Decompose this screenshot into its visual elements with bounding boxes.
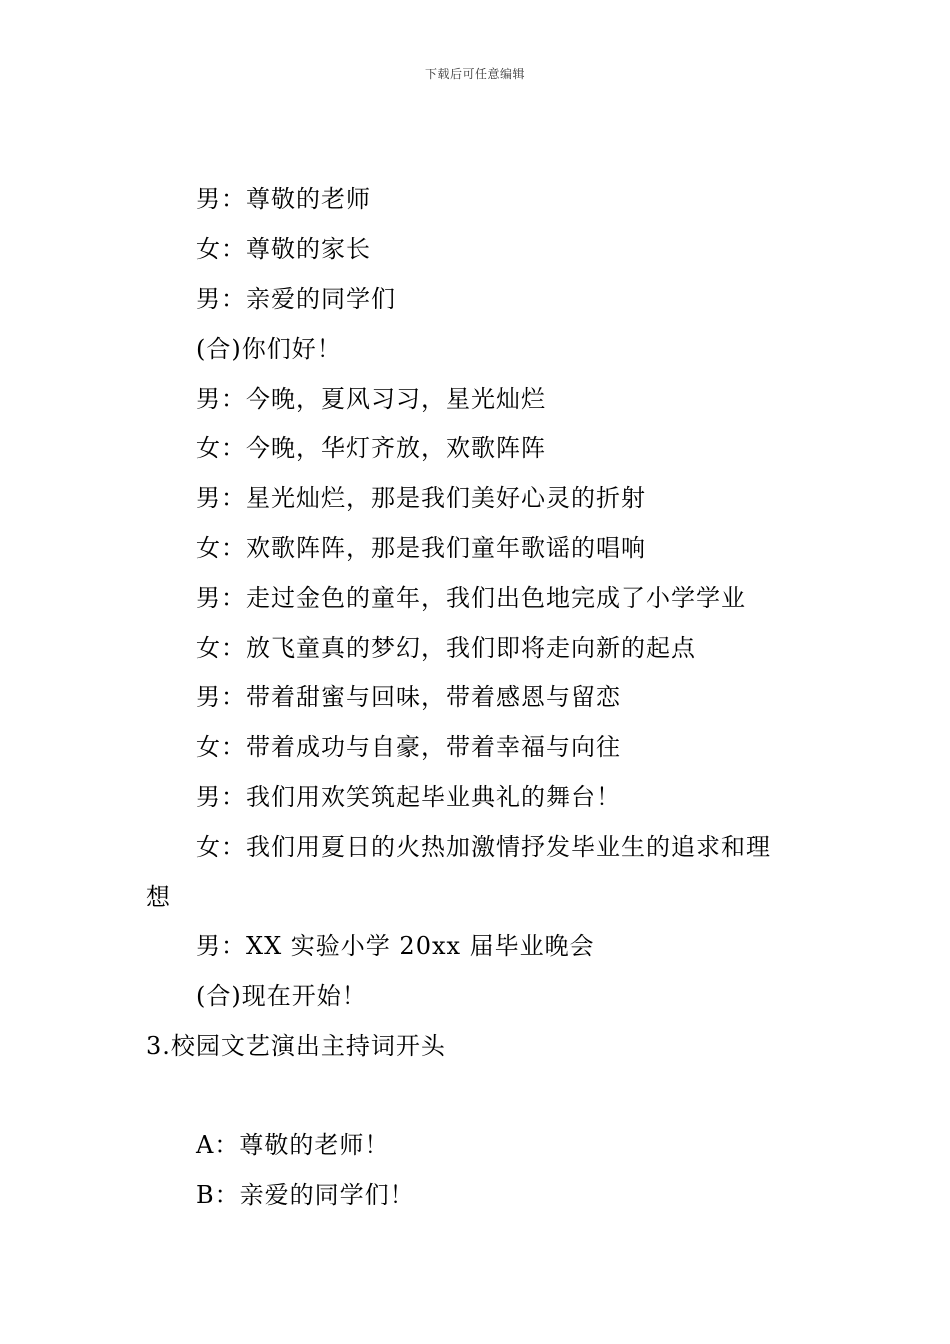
- script-line: (合)你们好！: [196, 335, 342, 363]
- script-line: 男：走过金色的童年，我们出色地完成了小学学业: [196, 584, 746, 612]
- script-line: (合)现在开始！: [196, 982, 367, 1010]
- script-line: 男：带着甜蜜与回味，带着感恩与留恋: [196, 683, 621, 711]
- section-heading: 3.校园文艺演出主持词开头: [146, 1032, 446, 1060]
- script-line: 女：带着成功与自豪，带着幸福与向往: [196, 733, 621, 761]
- script-line: B：亲爱的同学们！: [196, 1181, 415, 1209]
- script-line: 男：星光灿烂，那是我们美好心灵的折射: [196, 484, 646, 512]
- header-note: 下载后可任意编辑: [424, 67, 525, 81]
- script-line: 男：亲爱的同学们: [196, 285, 396, 313]
- script-line: 男：尊敬的老师: [196, 185, 371, 213]
- script-line: 女：今晚，华灯齐放，欢歌阵阵: [196, 434, 546, 462]
- script-line: 女：欢歌阵阵，那是我们童年歌谣的唱响: [196, 534, 646, 562]
- script-line: 男：今晚，夏风习习，星光灿烂: [196, 385, 546, 413]
- script-line: 男：XX 实验小学 20xx 届毕业晚会: [196, 932, 595, 960]
- script-line: 女：我们用夏日的火热加激情抒发毕业生的追求和理: [196, 833, 771, 861]
- script-line: 女：放飞童真的梦幻，我们即将走向新的起点: [196, 634, 696, 662]
- script-line: A：尊敬的老师！: [196, 1131, 390, 1159]
- script-line: 女：尊敬的家长: [196, 235, 371, 263]
- script-line: 男：我们用欢笑筑起毕业典礼的舞台！: [196, 783, 621, 811]
- script-line-continuation: 想: [146, 883, 171, 911]
